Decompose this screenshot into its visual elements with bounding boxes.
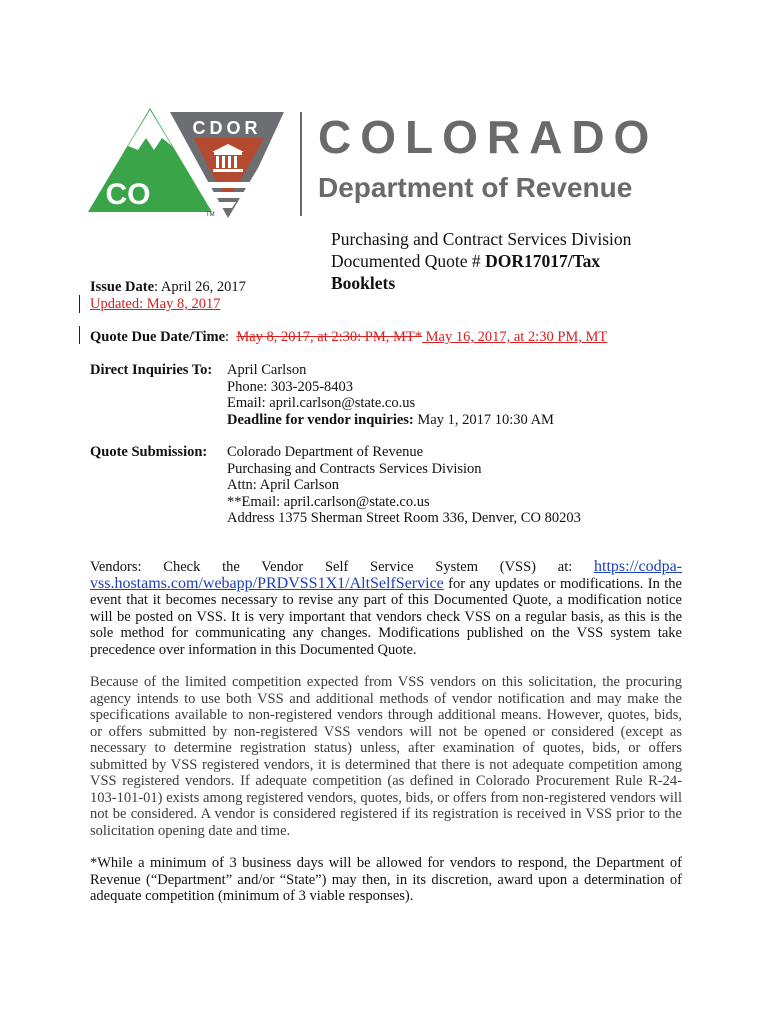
logo-subtitle: Department of Revenue bbox=[318, 172, 633, 203]
submission-line: Attn: April Carlson bbox=[227, 477, 339, 493]
competition-paragraph: Because of the limited competition expected from VSS vendors on this solicitation, the procuring agency intends to use both VSS and additional methods of vendor notification and may make the specifications available to non-registered vendors through additional means. However, quotes, bids, or offers submitted by non-registered VSS vendors will not be opened or considered (except as necessary to determine registration status) unless, after examination of quotes, bids, or offers submitted by VSS registered vendors, it is determined that there is not adequate competition among VSS registered vendors. If adequate competition (as defined in Colorado Procurement Rule R-24-103-101-01) exists among registered vendors, quotes, bids, or offers from non-registered vendors will not be considered. A vendor is considered registered if its registration is received in VSS prior to the solicitation opening date and time. bbox=[90, 674, 682, 839]
submission-line: Purchasing and Contracts Services Division bbox=[227, 460, 482, 477]
issue-date: Issue Date: April 26, 2017 bbox=[90, 279, 246, 295]
quote-number: DOR17017/Tax bbox=[485, 251, 601, 271]
contact-phone: Phone: 303-205-8403 bbox=[227, 378, 354, 395]
vss-paragraph: Vendors: Check the Vendor Self Service System (VSS) at: https://codpa-vss.hostams.com/webapp/PRDVSS1X1/AltSelfService for any updates or modifications. In the event that it becomes necessary to revise any part of this Documented Quote, a modification notice will be posted on VSS. It is very important that vendors check VSS on a regular basis, as this is the sole method for communicating any changes. Modifications published on the VSS system take precedence over information in this Documented Quote. bbox=[90, 558, 682, 658]
logo-divider bbox=[300, 112, 302, 216]
vss-link[interactable]: https://codpa-vss.hostams.com/webapp/PRDVSS1X1/AltSelfService bbox=[90, 558, 682, 592]
old-due-date: May 8, 2017, at 2:30: PM, MT* bbox=[236, 329, 423, 345]
contact-name: April Carlson bbox=[227, 362, 307, 378]
inquiry-deadline: Deadline for vendor inquiries: May 1, 2017 10:30 AM bbox=[227, 411, 554, 428]
submission-line: Address 1375 Sherman Street Room 336, Denver, CO 80203 bbox=[227, 510, 581, 526]
quote-number-cont: Booklets bbox=[331, 273, 396, 293]
updated-date: Updated: May 8, 2017 bbox=[90, 296, 221, 312]
quote-due-date: Quote Due Date/Time: May 8, 2017, at 2:30: PM, MT* May 16, 2017, at 2:30 PM, MT bbox=[90, 329, 608, 345]
svg-text:TM: TM bbox=[206, 212, 215, 218]
logo-title: COLORADO bbox=[318, 111, 659, 163]
cdor-logo bbox=[88, 108, 659, 218]
change-bar bbox=[79, 326, 80, 344]
new-due-date: May 16, 2017, at 2:30 PM, MT bbox=[422, 329, 608, 345]
contact-email: Email: april.carlson@state.co.us bbox=[227, 395, 416, 411]
submission-line: **Email: april.carlson@state.co.us bbox=[227, 493, 430, 510]
division-name: Purchasing and Contract Services Division bbox=[331, 229, 632, 249]
quote-number-line: Documented Quote # DOR17017/Tax bbox=[331, 251, 601, 271]
svg-text:CO: CO bbox=[105, 178, 151, 211]
submission-line: Colorado Department of Revenue bbox=[227, 444, 424, 460]
svg-text:CDOR: CDOR bbox=[192, 118, 262, 138]
award-paragraph: *While a minimum of 3 business days will be allowed for vendors to respond, the Department of Revenue (“Department” and/or “State”) may then, in its discretion, award upon a determination of adequate competition (minimum of 3 viable responses). bbox=[90, 855, 682, 904]
change-bar bbox=[79, 295, 80, 313]
cdor-emblem-icon bbox=[88, 108, 300, 218]
division-header bbox=[331, 228, 631, 294]
